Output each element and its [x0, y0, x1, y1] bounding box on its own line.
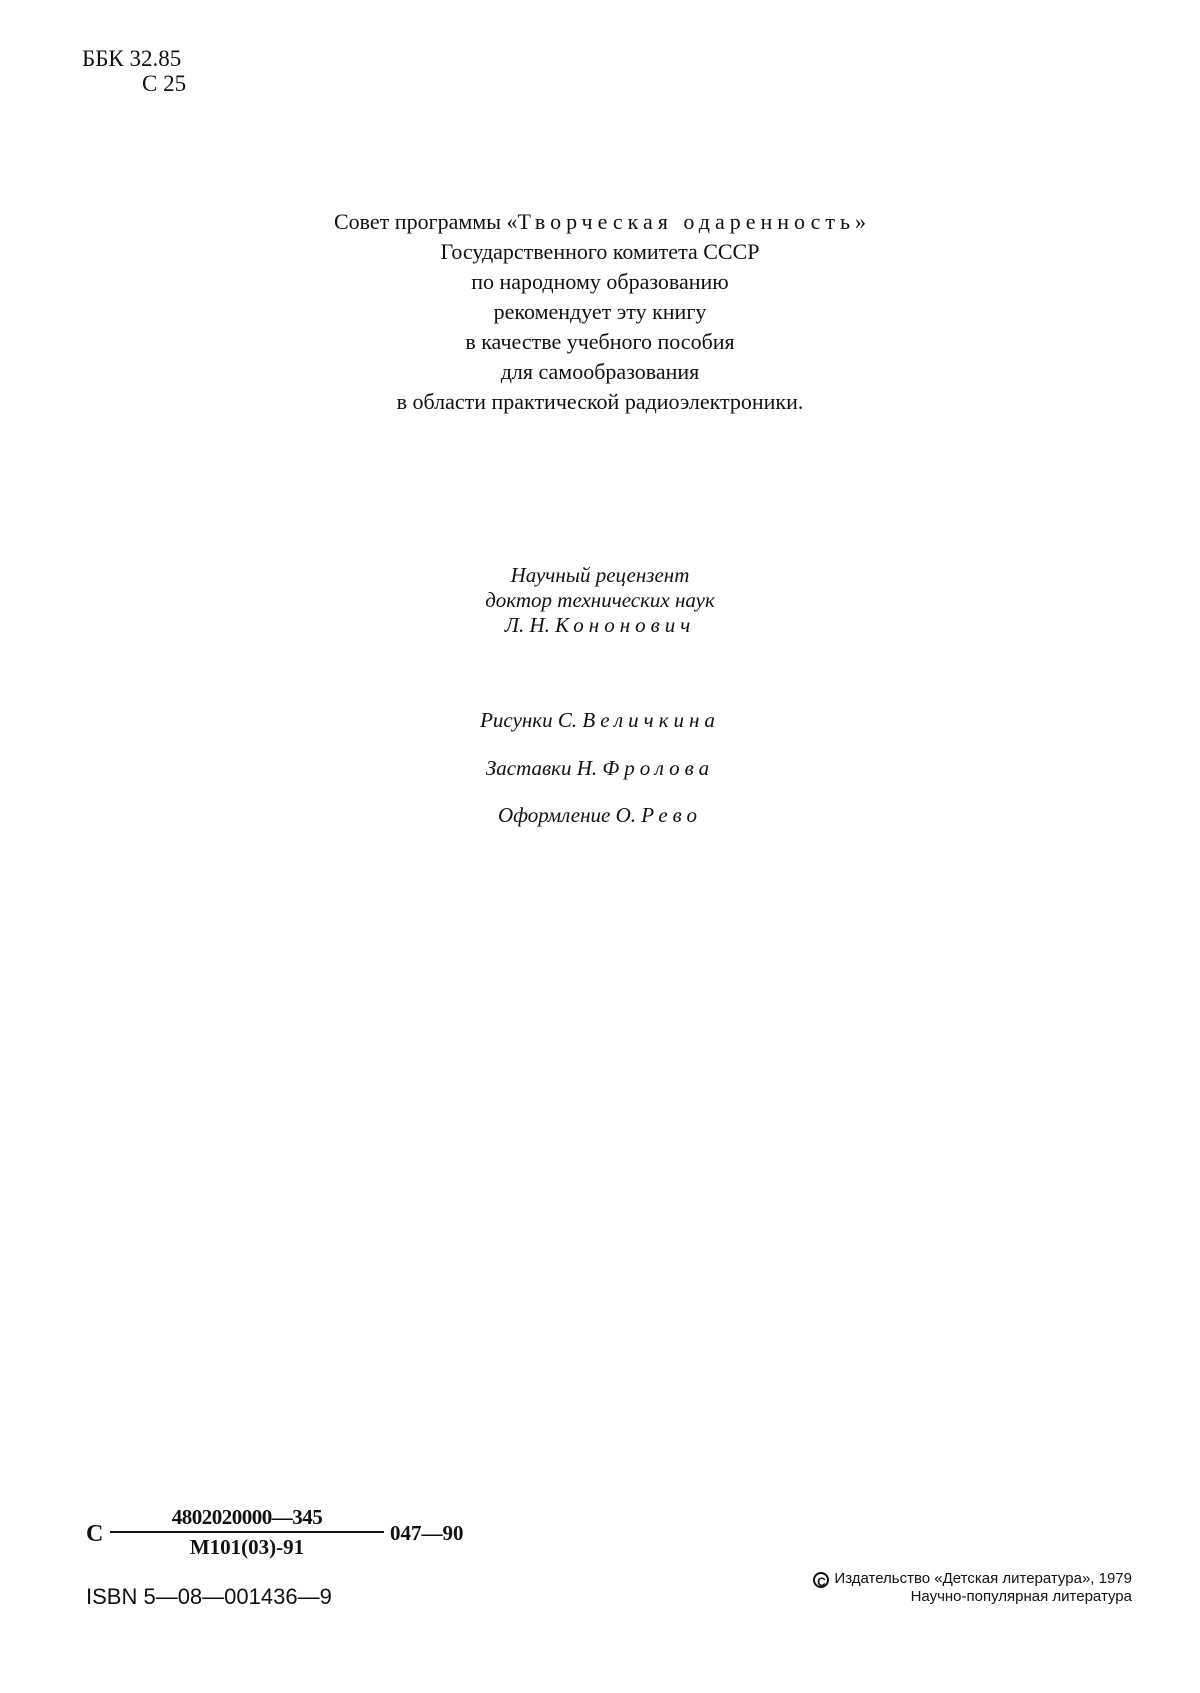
illustrations-name: Величкина [582, 708, 720, 732]
recommendation-line-7: в области практической радиоэлектроники. [396, 389, 804, 414]
publisher-name: Издательство «Детская литература», 1979 [834, 1570, 1132, 1587]
isbn: ISBN 5—08—001436—9 [86, 1584, 332, 1609]
index-denominator: М101(03)-91 [189, 1535, 305, 1559]
reviewer-surname: Кононович [555, 613, 696, 637]
reviewer-block [0, 563, 1200, 638]
index-letter: С [86, 1521, 104, 1547]
publisher-line-1 [813, 1570, 1132, 1588]
publisher-line-2: Научно-популярная литература [910, 1588, 1132, 1605]
credit-headpieces [0, 756, 1200, 781]
recommendation-line-1-suffix: » [855, 209, 866, 234]
design-name: Рево [641, 803, 703, 827]
publisher-block [813, 1570, 1132, 1606]
recommendation-line-2: Государственного комитета СССР [440, 239, 760, 264]
recommendation-block [0, 207, 1200, 417]
reviewer-title: Научный рецензент [510, 563, 690, 587]
recommendation-line-1 [0, 207, 1200, 237]
bbk-label: ББК [82, 46, 124, 71]
bbk-classification [82, 46, 186, 96]
index-suffix: 047—90 [390, 1521, 464, 1545]
recommendation-line-1-prefix: Совет программы « [333, 209, 518, 234]
design-label: Оформление О. [497, 803, 637, 827]
bbk-index: 32.85 [129, 46, 182, 71]
reviewer-initials: Л. Н. [504, 613, 550, 637]
credit-illustrations [0, 708, 1200, 733]
illustrations-label: Рисунки С. [480, 708, 578, 732]
program-name: Творческая одаренность [517, 209, 855, 234]
credit-design [0, 803, 1200, 828]
recommendation-line-5: в качестве учебного пособия [465, 329, 735, 354]
recommendation-line-3: по народному образованию [471, 269, 729, 294]
reviewer-degree: доктор технических наук [485, 588, 715, 612]
headpieces-name: Фролова [602, 756, 715, 780]
copyright-icon: C [813, 1572, 829, 1588]
index-numerator: 4802020000—345 [171, 1505, 323, 1529]
reviewer-name [0, 613, 1200, 638]
author-code: С 25 [142, 71, 187, 96]
headpieces-label: Заставки Н. [485, 756, 598, 780]
recommendation-line-6: для самообразования [500, 359, 700, 384]
recommendation-line-4: рекомендует эту книгу [493, 299, 707, 324]
index-fraction [110, 1503, 384, 1561]
